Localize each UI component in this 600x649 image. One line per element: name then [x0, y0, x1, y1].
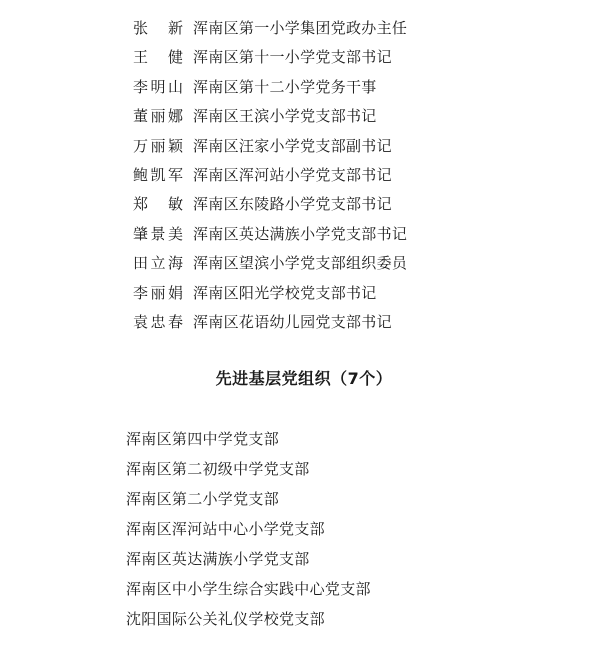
organization-item: 浑南区第四中学党支部: [126, 430, 280, 448]
section-heading: 先进基层党组织（7个）: [215, 369, 393, 388]
honoree-title: 浑南区汪家小学党支部副书记: [193, 136, 392, 155]
honoree-title: 浑南区王滨小学党支部书记: [193, 107, 377, 126]
honoree-name: 王 健: [133, 48, 183, 67]
organization-item: 浑南区中小学生综合实践中心党支部: [126, 580, 371, 598]
honoree-name: 万丽颖: [133, 136, 183, 155]
honoree-name: 鲍凯军: [133, 165, 183, 184]
honoree-row: [0, 279, 600, 308]
honoree-row: [0, 220, 600, 249]
organization-item: 浑南区第二小学党支部: [126, 490, 280, 508]
honoree-title: 浑南区第十一小学党支部书记: [193, 48, 392, 67]
honoree-row: [0, 102, 600, 131]
honoree-name: 肇景美: [133, 224, 183, 243]
honoree-title: 浑南区英达满族小学党支部书记: [193, 224, 408, 243]
honoree-row: [0, 249, 600, 278]
organization-item: 沈阳国际公关礼仪学校党支部: [126, 610, 325, 628]
honoree-name: 李明山: [133, 77, 183, 96]
honoree-row: [0, 161, 600, 190]
honoree-row: [0, 132, 600, 161]
honoree-title: 浑南区第一小学集团党政办主任: [193, 19, 408, 37]
honoree-row: [0, 308, 600, 337]
honoree-list: [0, 14, 600, 337]
honoree-row: [0, 190, 600, 219]
honoree-title: 浑南区第十二小学党务干事: [193, 77, 377, 96]
organization-item: 浑南区英达满族小学党支部: [126, 550, 310, 568]
honoree-name: 李丽娟: [133, 283, 183, 302]
honoree-name: 田立海: [133, 254, 183, 273]
honoree-row: [0, 43, 600, 72]
organization-list: [126, 424, 371, 634]
honoree-title: 浑南区东陵路小学党支部书记: [193, 195, 392, 214]
honoree-name: 袁忠春: [133, 312, 183, 331]
honoree-name: 张 新: [133, 19, 183, 37]
honoree-title: 浑南区望滨小学党支部组织委员: [193, 254, 408, 273]
honoree-title: 浑南区阳光学校党支部书记: [193, 283, 377, 302]
organization-item: 浑南区浑河站中心小学党支部: [126, 520, 325, 538]
honoree-name: 郑 敏: [133, 195, 183, 214]
honoree-row: [0, 14, 600, 43]
honoree-title: 浑南区浑河站小学党支部书记: [193, 165, 392, 184]
honoree-title: 浑南区花语幼儿园党支部书记: [193, 312, 392, 331]
honoree-row: [0, 73, 600, 102]
organization-item: 浑南区第二初级中学党支部: [126, 460, 310, 478]
honoree-name: 董丽娜: [133, 107, 183, 126]
